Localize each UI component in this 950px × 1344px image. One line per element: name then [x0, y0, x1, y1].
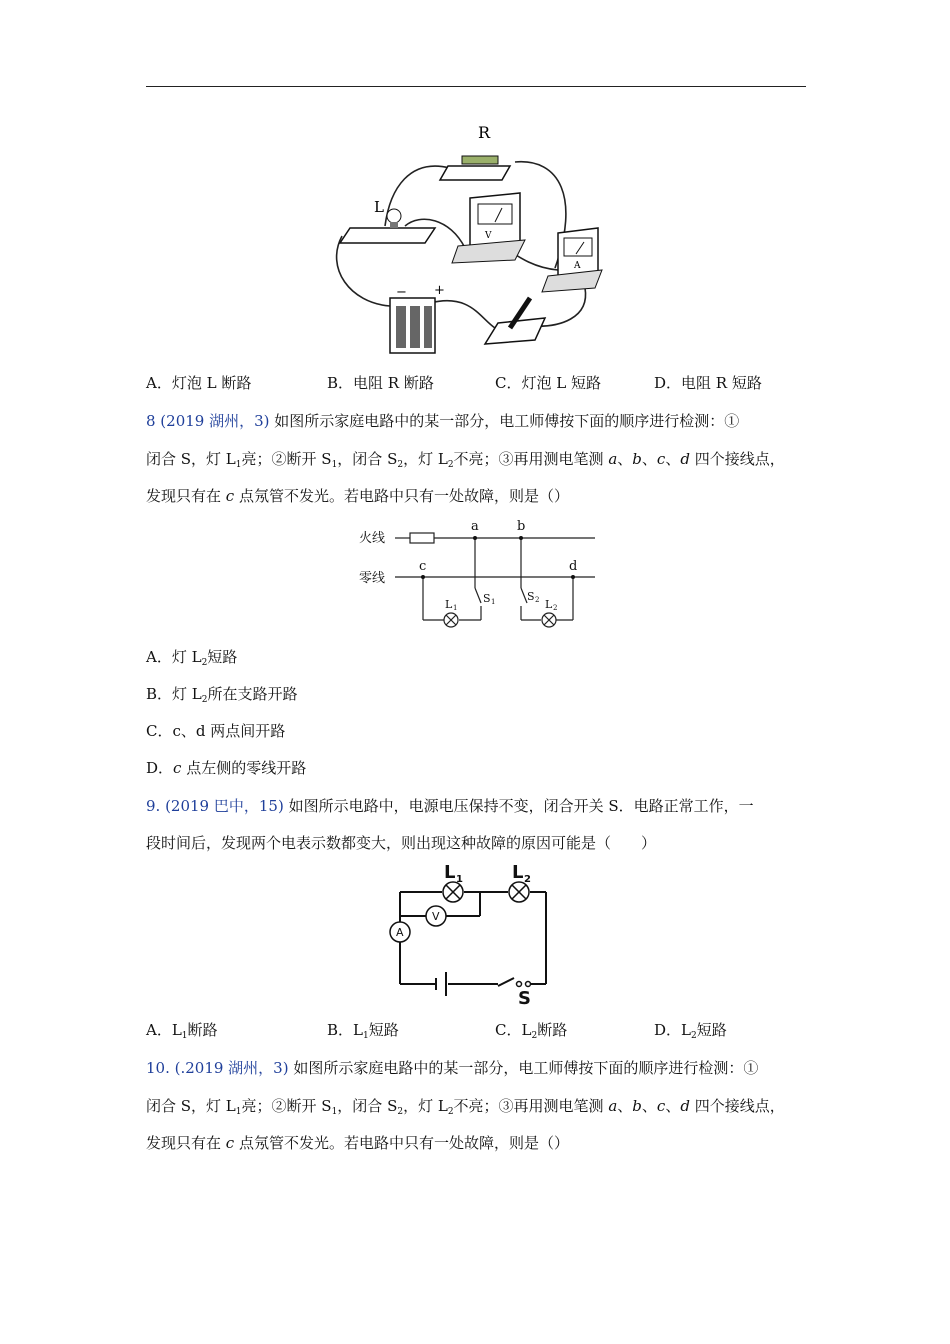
q8-var-c2: c	[225, 487, 235, 505]
q9-text-2: 段时间后，发现两个电表示数都变大，则出现这种故障的原因可能是（ ）	[146, 834, 657, 852]
label-l1-sub: 1	[453, 604, 458, 612]
q10-source: 10. (.2019 湖州，3)	[146, 1059, 289, 1077]
q10-sub-d: 2	[447, 1107, 454, 1117]
label-node-a: a	[471, 519, 479, 534]
label-l2-sub: 2	[524, 874, 531, 885]
q8-var-a: a	[608, 450, 618, 468]
header-rule	[146, 86, 806, 87]
q8-sep-1: 、	[617, 450, 633, 468]
battery-minus: −	[396, 285, 407, 300]
q7-option-a[interactable]: A．灯泡 L 断路	[146, 374, 252, 392]
q8-var-d: d	[680, 450, 690, 468]
q7-option-b[interactable]: B．电阻 R 断路	[327, 374, 434, 392]
q10-t2c: ，闭合 S	[337, 1097, 398, 1115]
q8-option-c[interactable]	[146, 721, 285, 741]
q9-opt-c-text: C．L	[495, 1021, 532, 1039]
q8-stem-line3	[146, 486, 569, 506]
label-s1-sub: 1	[491, 598, 496, 606]
q9-stem-line1	[146, 796, 754, 816]
q9-stem-line2	[146, 833, 656, 853]
q8-sep-3: 、	[665, 450, 681, 468]
q10-sub-a: 1	[235, 1107, 242, 1117]
q8-var-c: c	[656, 450, 666, 468]
q9-opt-d-text2: 短路	[696, 1021, 727, 1039]
q8-t3b: 点氖管不发光。若电路中只有一处故障，则是（）	[234, 487, 569, 505]
q9-opt-d-sub: 2	[691, 1031, 697, 1041]
q9-option-d[interactable]	[654, 1020, 727, 1046]
q8-opt-a-sub: 2	[201, 658, 208, 668]
q9-opt-a-text2: 断路	[187, 1021, 218, 1039]
label-l1-sub: 1	[456, 874, 463, 885]
label-r: R	[478, 123, 491, 142]
ammeter-symbol: A	[396, 926, 404, 939]
q10-t3b: 点氖管不发光。若电路中只有一处故障，则是（）	[234, 1134, 569, 1152]
q10-var-a: a	[608, 1097, 618, 1115]
label-l2: L	[512, 862, 524, 883]
q9-source: 9. (2019 巴中，15)	[146, 797, 284, 815]
q9-text-1: 如图所示电路中，电源电压保持不变，闭合开关 S．电路正常工作，一	[283, 797, 754, 815]
q8-var-b: b	[632, 450, 642, 468]
q8-sub-b: 1	[331, 460, 338, 470]
q8-opt-a-text2: 短路	[207, 648, 238, 666]
label-s2: S	[527, 590, 535, 603]
q10-t2a: 闭合 S，灯 L	[146, 1097, 236, 1115]
q10-var-d: d	[680, 1097, 690, 1115]
q8-opt-b-text: B．灯 L	[146, 685, 202, 703]
battery-plus: +	[434, 283, 445, 298]
q8-t2d: ，灯 L	[403, 450, 448, 468]
label-l1: L	[445, 598, 453, 611]
label-node-b: b	[517, 519, 526, 534]
q10-sub-c: 2	[397, 1107, 404, 1117]
q9-opt-c-sub: 2	[531, 1031, 538, 1041]
household-circuit-figure	[355, 518, 605, 630]
q9-opt-c-text2: 断路	[537, 1021, 568, 1039]
q9-opt-a-text: A．L	[146, 1021, 182, 1039]
label-a: A	[574, 261, 581, 271]
q8-opt-d-text2: 点左侧的零线开路	[181, 759, 307, 777]
label-l2: L	[545, 598, 553, 611]
q10-sep-2: 、	[641, 1097, 657, 1115]
q8-sub-d: 2	[447, 460, 454, 470]
q8-sub-c: 2	[397, 460, 404, 470]
series-circuit-figure	[360, 858, 560, 1008]
q10-stem-line1	[146, 1058, 758, 1078]
q8-sub-a: 1	[235, 460, 242, 470]
q9-opt-d-text: D．L	[654, 1021, 691, 1039]
q10-var-c2: c	[225, 1134, 235, 1152]
voltmeter-symbol: V	[432, 910, 440, 923]
q8-opt-c-text: C．c、d 两点间开路	[146, 722, 286, 740]
q8-opt-d-var: c	[173, 759, 182, 777]
q8-option-b[interactable]	[146, 684, 298, 710]
q8-opt-b-text2: 所在支路开路	[207, 685, 298, 703]
q8-option-d[interactable]	[146, 758, 306, 778]
q8-t2c: ，闭合 S	[337, 450, 398, 468]
q10-t2b: 亮；②断开 S	[241, 1097, 332, 1115]
q9-opt-b-text: B．L	[327, 1021, 363, 1039]
q10-var-b: b	[632, 1097, 642, 1115]
label-live-wire: 火线	[359, 531, 386, 546]
q9-opt-b-sub: 1	[362, 1031, 369, 1041]
label-s2-sub: 2	[535, 596, 540, 604]
q9-option-b[interactable]	[327, 1020, 399, 1046]
q9-opt-b-text2: 短路	[368, 1021, 399, 1039]
label-l2-sub: 2	[553, 604, 558, 612]
q10-stem-line3	[146, 1133, 569, 1153]
q9-opt-a-sub: 1	[181, 1031, 188, 1041]
q8-t2e: 不亮；③再用测电笔测	[453, 450, 609, 468]
label-node-c: c	[419, 559, 427, 574]
q10-stem-line2	[146, 1096, 785, 1122]
q8-opt-a-text: A．灯 L	[146, 648, 202, 666]
q8-opt-b-sub: 2	[201, 695, 208, 705]
label-switch-s: S	[518, 988, 531, 1008]
label-neutral-wire: 零线	[359, 571, 386, 586]
q8-opt-d-text: D．	[146, 759, 174, 777]
q8-sep-2: 、	[641, 450, 657, 468]
q10-t2d: ，灯 L	[403, 1097, 448, 1115]
q10-t3a: 发现只有在	[146, 1134, 226, 1152]
label-l: L	[374, 198, 384, 216]
q7-option-d[interactable]: D．电阻 R 短路	[654, 374, 762, 392]
q10-t2e: 不亮；③再用测电笔测	[453, 1097, 609, 1115]
label-v: V	[485, 231, 492, 241]
label-s1: S	[483, 592, 491, 605]
q10-sep-3: 、	[665, 1097, 681, 1115]
q8-t3a: 发现只有在	[146, 487, 226, 505]
label-l1: L	[444, 862, 456, 883]
q10-var-c: c	[656, 1097, 666, 1115]
q9-option-c[interactable]	[495, 1020, 567, 1046]
q8-t2a: 闭合 S，灯 L	[146, 450, 236, 468]
q9-option-a[interactable]	[146, 1020, 218, 1046]
q7-option-c[interactable]: C．灯泡 L 短路	[495, 374, 601, 392]
q10-sub-b: 1	[331, 1107, 338, 1117]
q8-text-1: 如图所示家庭电路中的某一部分，电工师傅按下面的顺序进行检测：①	[269, 412, 740, 430]
q8-stem-line2	[146, 449, 785, 475]
label-node-d: d	[569, 559, 578, 574]
q10-t2f: 四个接线点，	[689, 1097, 785, 1115]
q8-stem-line1	[146, 411, 739, 431]
circuit-photo-figure	[330, 118, 620, 358]
q8-t2f: 四个接线点，	[689, 450, 785, 468]
q10-text-1: 如图所示家庭电路中的某一部分，电工师傅按下面的顺序进行检测：①	[288, 1059, 759, 1077]
q8-t2b: 亮；②断开 S	[241, 450, 332, 468]
q8-source: 8 (2019 湖州，3)	[146, 412, 270, 430]
q8-option-a[interactable]	[146, 647, 237, 673]
q10-sep-1: 、	[617, 1097, 633, 1115]
